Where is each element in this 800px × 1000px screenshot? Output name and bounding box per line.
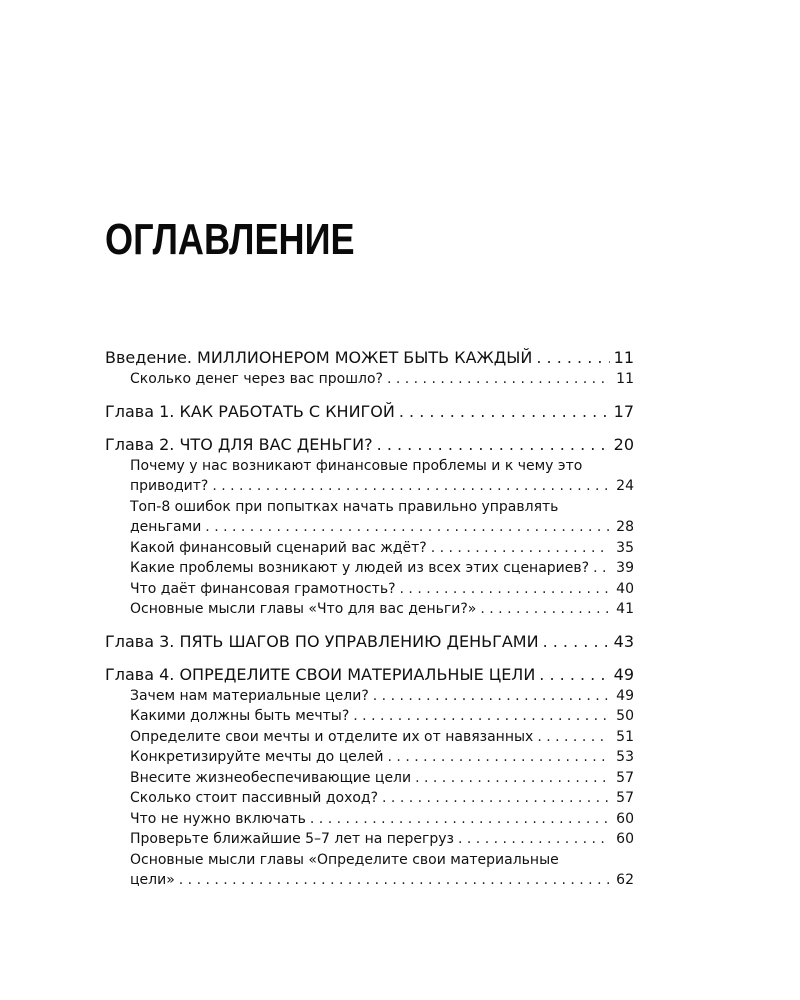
- toc-section[interactable]: [105, 476, 634, 497]
- toc-entry-title: Какой финансовый сценарий вас ждёт?: [130, 539, 427, 556]
- toc-section[interactable]: [105, 768, 634, 789]
- toc-entry-title: Основные мысли главы «Что для вас деньги?»: [130, 601, 477, 617]
- dot-leader: [388, 747, 611, 768]
- dot-leader: [480, 599, 610, 620]
- toc-page-number: 40: [616, 580, 634, 597]
- dot-leader: [400, 579, 611, 600]
- toc-entry-title: Проверьте ближайшие 5–7 лет на перегруз: [130, 831, 454, 847]
- toc-section[interactable]: [105, 809, 634, 830]
- toc-section[interactable]: [105, 538, 634, 559]
- dot-leader: [593, 558, 610, 579]
- toc-section[interactable]: [105, 558, 634, 579]
- dot-leader: [539, 664, 609, 686]
- toc-chapter-intro[interactable]: [105, 347, 634, 369]
- toc-page-number: 49: [616, 687, 634, 704]
- toc-section[interactable]: [105, 369, 634, 390]
- toc-section-line1[interactable]: Основные мысли главы «Определите свои материальные: [130, 851, 559, 868]
- toc-entry-title: Что даёт финансовая грамотность?: [130, 580, 396, 597]
- toc-entry-title: Какие проблемы возникают у людей из всех этих сценариев?: [130, 560, 590, 576]
- toc-section-line1[interactable]: Почему у нас возникают финансовые проблемы и к чему это: [130, 457, 583, 474]
- toc-entry-title: Сколько стоит пассивный доход?: [130, 790, 379, 806]
- dot-leader: [537, 727, 610, 748]
- dot-leader: [415, 768, 610, 789]
- dot-leader: [399, 401, 610, 423]
- dot-leader: [310, 809, 610, 830]
- toc-page-number: 17: [613, 401, 634, 421]
- toc-section[interactable]: [105, 517, 634, 538]
- toc-page-number: 51: [616, 728, 634, 745]
- toc-page-number: 24: [616, 478, 634, 494]
- toc-entry-title: Глава 3. ПЯТЬ ШАГОВ ПО УПРАВЛЕНИЮ ДЕНЬГАМИ: [105, 631, 539, 651]
- toc-page-number: 39: [616, 560, 634, 576]
- page-title: ОГЛАВЛЕНИЕ: [105, 215, 355, 264]
- toc-section[interactable]: [105, 579, 634, 600]
- toc-section[interactable]: [105, 706, 634, 727]
- dot-leader: [353, 706, 610, 727]
- toc-page-number: 62: [616, 872, 634, 888]
- dot-leader: [536, 347, 609, 369]
- toc-chapter-3[interactable]: [105, 631, 634, 653]
- toc-section[interactable]: [105, 870, 634, 891]
- toc-page-number: 57: [616, 769, 634, 786]
- toc-entry-title: Сколько денег через вас прошло?: [130, 371, 383, 387]
- toc-entry-title: приводит?: [130, 478, 209, 494]
- toc-entry-title: деньгами: [130, 519, 202, 535]
- toc-section-line1[interactable]: Топ-8 ошибок при попытках начать правильно управлять: [130, 498, 559, 515]
- dot-leader: [431, 538, 610, 559]
- dot-leader: [458, 829, 610, 850]
- dot-leader: [387, 369, 610, 390]
- toc-page-number: 20: [613, 434, 634, 454]
- toc-page-number: 28: [616, 519, 634, 535]
- toc-section[interactable]: [105, 829, 634, 850]
- toc-page-number: 50: [616, 708, 634, 724]
- toc-page-number: 11: [616, 371, 634, 387]
- toc-entry-title: Конкретизируйте мечты до целей: [130, 749, 384, 765]
- toc-entry-title: Что не нужно включать: [130, 810, 306, 827]
- toc-section[interactable]: [105, 747, 634, 768]
- dot-leader: [179, 870, 610, 891]
- toc-entry-title: Введение. МИЛЛИОНЕРОМ МОЖЕТ БЫТЬ КАЖДЫЙ: [105, 348, 533, 367]
- toc-page-number: 57: [616, 790, 634, 806]
- dot-leader: [212, 476, 610, 497]
- toc-page-number: 60: [616, 831, 634, 847]
- dot-leader: [205, 517, 610, 538]
- dot-leader: [377, 434, 610, 456]
- toc-section[interactable]: [105, 599, 634, 620]
- toc-chapter-2[interactable]: [105, 434, 634, 456]
- toc-section[interactable]: [105, 686, 634, 707]
- toc-page-number: 53: [616, 749, 634, 765]
- toc-chapter-1[interactable]: [105, 401, 634, 423]
- toc-page-number: 43: [613, 631, 634, 651]
- toc-page-number: 41: [616, 601, 634, 617]
- toc-section[interactable]: [105, 788, 634, 809]
- toc-section[interactable]: [105, 727, 634, 748]
- toc-page-number: 60: [616, 810, 634, 827]
- toc-entry-title: Зачем нам материальные цели?: [130, 687, 369, 704]
- table-of-contents: [105, 347, 634, 891]
- toc-entry-title: Глава 2. ЧТО ДЛЯ ВАС ДЕНЬГИ?: [105, 434, 373, 454]
- toc-entry-title: цели»: [130, 872, 175, 888]
- toc-entry-title: Какими должны быть мечты?: [130, 708, 350, 724]
- toc-entry-title: Глава 4. ОПРЕДЕЛИТЕ СВОИ МАТЕРИАЛЬНЫЕ ЦЕЛИ: [105, 664, 536, 684]
- toc-chapter-4[interactable]: [105, 664, 634, 686]
- dot-leader: [373, 686, 610, 707]
- toc-entry-title: Глава 1. КАК РАБОТАТЬ С КНИГОЙ: [105, 401, 395, 421]
- dot-leader: [543, 631, 610, 653]
- toc-entry-title: Внесите жизнеобеспечивающие цели: [130, 769, 412, 786]
- toc-entry-title: Определите свои мечты и отделите их от навязанных: [130, 728, 534, 745]
- toc-page-number: 35: [616, 539, 634, 556]
- toc-page-number: 11: [613, 348, 634, 367]
- toc-page-number: 49: [613, 664, 634, 684]
- dot-leader: [382, 788, 610, 809]
